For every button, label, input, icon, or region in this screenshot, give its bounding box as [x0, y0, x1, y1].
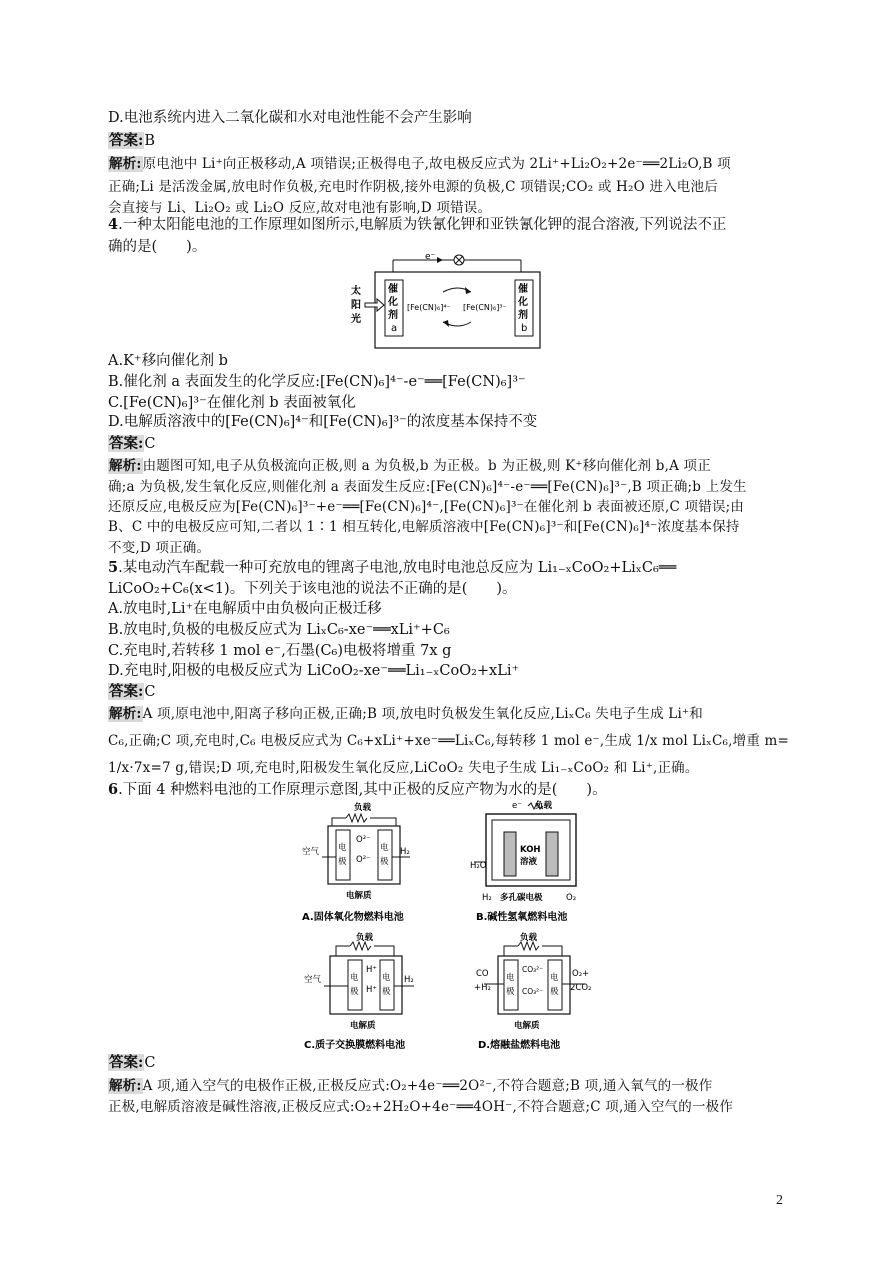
answer-tag: 解析: [109, 1078, 142, 1094]
fig-a-air: 空气 [302, 847, 320, 857]
fig-a-el-3: 电 [380, 843, 389, 853]
cat-a-3: 剂 [388, 310, 398, 321]
line-text: D.电池系统内进入二氧化碳和水对电池性能不会产生影响 [108, 110, 472, 126]
line-text: 原电池中 Li⁺向正极移动,A 项错误;正极得电子,故电极反应式为 2Li⁺+Li₂O₂+2e⁻══2Li₂O,B 项 [142, 156, 731, 172]
fig-c-electrolyte: 电解质 [350, 1021, 376, 1031]
line-text: 还原反应,电极反应为[Fe(CN)₆]³⁻+e⁻══[Fe(CN)₆]⁴⁻,[Fe(CN)₆]³⁻在催化剂 b 表面被还原,C 项错误;由 [108, 499, 745, 515]
line-text: B [144, 133, 156, 149]
fig-b-koh-2: 溶液 [520, 857, 538, 867]
fig-a-el-2: 极 [338, 857, 347, 867]
fig-c-el-3: 电 [382, 973, 391, 983]
line-text: D.电解质溶液中的[Fe(CN)₆]⁴⁻和[Fe(CN)₆]³⁻的浓度基本保持不变 [108, 414, 538, 430]
line-text: .某电动汽车配载一种可充放电的锂离子电池,放电时电池总反应为 Li₁₋ₓCoO₂+LiₓC₆══ [118, 560, 677, 576]
fig-b-caption: B.碱性氢氧燃料电池 [476, 912, 568, 923]
sun-1: 太 [351, 286, 361, 297]
fuel-cell-diagrams [290, 800, 620, 1055]
fig-d-ion-1: CO₃²⁻ [522, 965, 544, 974]
line-text: A.K⁺移向催化剂 b [108, 353, 228, 369]
fig-c-el-2: 极 [350, 987, 359, 997]
line-text: 正确;Li 是活泼金属,放电时作负极,充电时作阴极,接外电源的负极,C 项错误;CO₂ 或 H₂O 进入电池后 [108, 179, 718, 195]
fig-d-o2: O₂+ [572, 969, 590, 979]
line-text: B、C 中的电极反应可知,二者以 1∶1 相互转化,电解质溶液中[Fe(CN)₆]³⁻和[Fe(CN)₆]⁴⁻浓度基本保持 [108, 519, 740, 535]
line-text: C.[Fe(CN)₆]³⁻在催化剂 b 表面被氧化 [108, 395, 356, 411]
cat-a-4: a [391, 323, 398, 334]
fig-b-koh-1: KOH [520, 845, 541, 855]
text-line [108, 412, 788, 432]
text-line [108, 1053, 788, 1073]
line-text: A 项,通入空气的电极作正极,正极反应式:O₂+4e⁻══2O²⁻,不符合题意;B 项,通入氧气的一极作 [142, 1078, 713, 1094]
line-text: A.放电时,Li⁺在电解质中由负极向正极迁移 [108, 601, 382, 617]
answer-tag: 答案: [109, 683, 144, 700]
fig-c-fuel: H₂ [404, 975, 414, 985]
text-line [108, 682, 788, 702]
line-text: C₆,正确;C 项,充电时,C₆ 电极反应式为 C₆+xLi⁺+xe⁻══LiₓC₆,每转移 1 mol e⁻,生成 1/x mol LiₓC₆,增重 m= [108, 733, 790, 749]
text-line [108, 758, 788, 778]
line-text: D.充电时,阳极的电极反应式为 LiCoO₂-xe⁻══Li₁₋ₓCoO₂+xLi⁺ [108, 663, 520, 679]
line-text: 不变,D 项正确。 [108, 540, 211, 556]
text-line [108, 579, 788, 599]
text-line [108, 704, 788, 724]
text-line [108, 599, 788, 619]
text-line [108, 477, 788, 497]
fig-d-el-1: 电 [506, 973, 515, 983]
text-line [108, 661, 788, 681]
question-number: 6 [108, 781, 119, 798]
line-text: LiCoO₂+C₆(x<1)。下列关于该电池的说法不正确的是( )。 [108, 581, 517, 597]
line-text: 确的是( )。 [108, 239, 207, 255]
line-text: 会直接与 Li、Li₂O₂ 或 Li₂O 反应,故对电池有影响,D 项错误。 [108, 200, 492, 216]
text-line [108, 177, 788, 197]
fig-a-ion-1: O²⁻ [356, 835, 371, 845]
text-line [108, 641, 788, 661]
fuel-cell-d [474, 932, 591, 1051]
question-number: 4 [108, 216, 119, 233]
line-text: .下面 4 种燃料电池的工作原理示意图,其中正极的反应产物为水的是( )。 [118, 782, 607, 798]
text-line [108, 434, 788, 454]
fig-a-caption: A.固体氧化物燃料电池 [302, 912, 404, 923]
cat-b-2: 化 [518, 297, 528, 308]
line-text: B.放电时,负极的电极反应式为 LiₓC₆-xe⁻══xLi⁺+C₆ [108, 622, 450, 638]
line-text: C [144, 1055, 156, 1071]
text-line [108, 131, 788, 151]
fuel-cell-b [470, 800, 576, 923]
text-line [108, 538, 788, 558]
fig-d-el-4: 极 [550, 987, 559, 997]
fig-b-load: 负载 [535, 801, 553, 811]
fig-c-el-1: 电 [350, 973, 359, 983]
text-line [108, 372, 788, 392]
fig-c-air: 空气 [304, 975, 322, 985]
text-line [108, 108, 788, 128]
line-text: 1/x·7x=7 g,错误;D 项,充电时,阳极发生氧化反应,LiCoO₂ 失电子生成 Li₁₋ₓCoO₂ 和 Li⁺,正确。 [108, 760, 699, 776]
text-line [108, 620, 788, 640]
text-line [108, 1076, 788, 1096]
text-line [108, 517, 788, 537]
answer-tag: 答案: [109, 132, 144, 149]
line-text: 正极,电解质溶液是碱性溶液,正极反应式:O₂+2H₂O+4e⁻══4OH⁻,不符合题意;C 项,通入空气的一极作 [108, 1099, 734, 1115]
text-line [108, 1097, 788, 1117]
line-text: A 项,原电池中,阳离子移向正极,正确;B 项,放电时负极发生氧化反应,LiₓC₆ 失电子生成 Li⁺和 [142, 706, 703, 722]
fig-b-porous: 多孔碳电极 [500, 893, 543, 903]
text-line [108, 393, 788, 413]
text-line [108, 351, 788, 371]
text-line [108, 558, 788, 578]
fig-b-e: e⁻ [512, 801, 522, 811]
fig-d-electrolyte: 电解质 [514, 1021, 540, 1031]
ion4-label: [Fe(CN)₆]⁴⁻ [407, 303, 451, 312]
fig-d-h2: +H₂ [474, 983, 491, 993]
text-line [108, 154, 788, 174]
cat-b-3: 剂 [518, 310, 528, 321]
answer-tag: 答案: [109, 1054, 144, 1071]
answer-tag: 解析: [109, 458, 142, 474]
question-number: 5 [108, 559, 119, 576]
cat-b-4: b [521, 323, 528, 334]
fig-a-el-4: 极 [380, 857, 389, 867]
line-text: .一种太阳能电池的工作原理如图所示,电解质为铁氰化钾和亚铁氰化钾的混合溶液,下列说法不正 [118, 217, 727, 233]
line-text: C.充电时,若转移 1 mol e⁻,石墨(C₆)电极将增重 7x g [108, 643, 452, 659]
fig-c-ion-1: H⁺ [366, 965, 377, 975]
answer-tag: 答案: [109, 435, 144, 452]
cat-b-1: 催 [518, 284, 528, 295]
fig-d-caption: D.熔融盐燃料电池 [478, 1040, 561, 1051]
text-line [108, 780, 788, 800]
fig-c-el-4: 极 [382, 987, 391, 997]
cat-a-2: 化 [388, 297, 398, 308]
fig-d-co2: 2CO₂ [570, 983, 592, 993]
fig-a-load: 负载 [354, 803, 372, 813]
fig-a-el-1: 电 [338, 843, 347, 853]
sun-3: 光 [351, 314, 361, 325]
line-text: C [144, 436, 156, 452]
cat-a-1: 催 [388, 284, 398, 295]
fig-c-caption: C.质子交换膜燃料电池 [304, 1040, 406, 1051]
text-line [108, 497, 788, 517]
fig-b-h2o: H₂O [470, 861, 487, 871]
fig-a-fuel: H₂ [400, 847, 410, 857]
sun-2: 阳 [351, 300, 361, 311]
fuel-cell-a [302, 802, 410, 923]
page-number: 2 [776, 1193, 783, 1208]
line-text: 由题图可知,电子从负极流向正极,则 a 为负极,b 为正极。b 为正极,则 K⁺移向催化剂 b,A 项正 [142, 458, 711, 474]
answer-tag: 解析: [109, 706, 142, 722]
line-text: B.催化剂 a 表面发生的化学反应:[Fe(CN)₆]⁴⁻-e⁻══[Fe(CN)₆]³⁻ [108, 374, 526, 390]
line-text: C [144, 684, 156, 700]
fig-d-ion-2: CO₃²⁻ [522, 987, 544, 996]
fig-c-ion-2: H⁺ [366, 985, 377, 995]
solar-cell-diagram [345, 252, 545, 352]
electron-label: e⁻ [425, 252, 436, 262]
answer-tag: 解析: [109, 156, 142, 172]
fig-b-h2: H₂ [482, 893, 492, 903]
fig-d-co: CO [476, 969, 489, 979]
text-line [108, 456, 788, 476]
line-text: 确;a 为负极,发生氧化反应,则催化剂 a 表面发生反应:[Fe(CN)₆]⁴⁻-e⁻══[Fe(CN)₆]³⁻,B 项正确;b 上发生 [108, 479, 747, 495]
ion3-label: [Fe(CN)₆]³⁻ [463, 303, 507, 312]
fig-b-o2: O₂ [566, 893, 577, 903]
fuel-cell-c [304, 932, 414, 1051]
text-line [108, 731, 788, 751]
fig-d-load: 负载 [520, 933, 538, 943]
fig-a-ion-2: O²⁻ [356, 855, 371, 865]
text-line [108, 215, 788, 235]
fig-d-el-3: 电 [550, 973, 559, 983]
fig-c-load: 负载 [356, 933, 374, 943]
fig-d-el-2: 极 [506, 987, 515, 997]
fig-a-electrolyte: 电解质 [346, 891, 372, 901]
